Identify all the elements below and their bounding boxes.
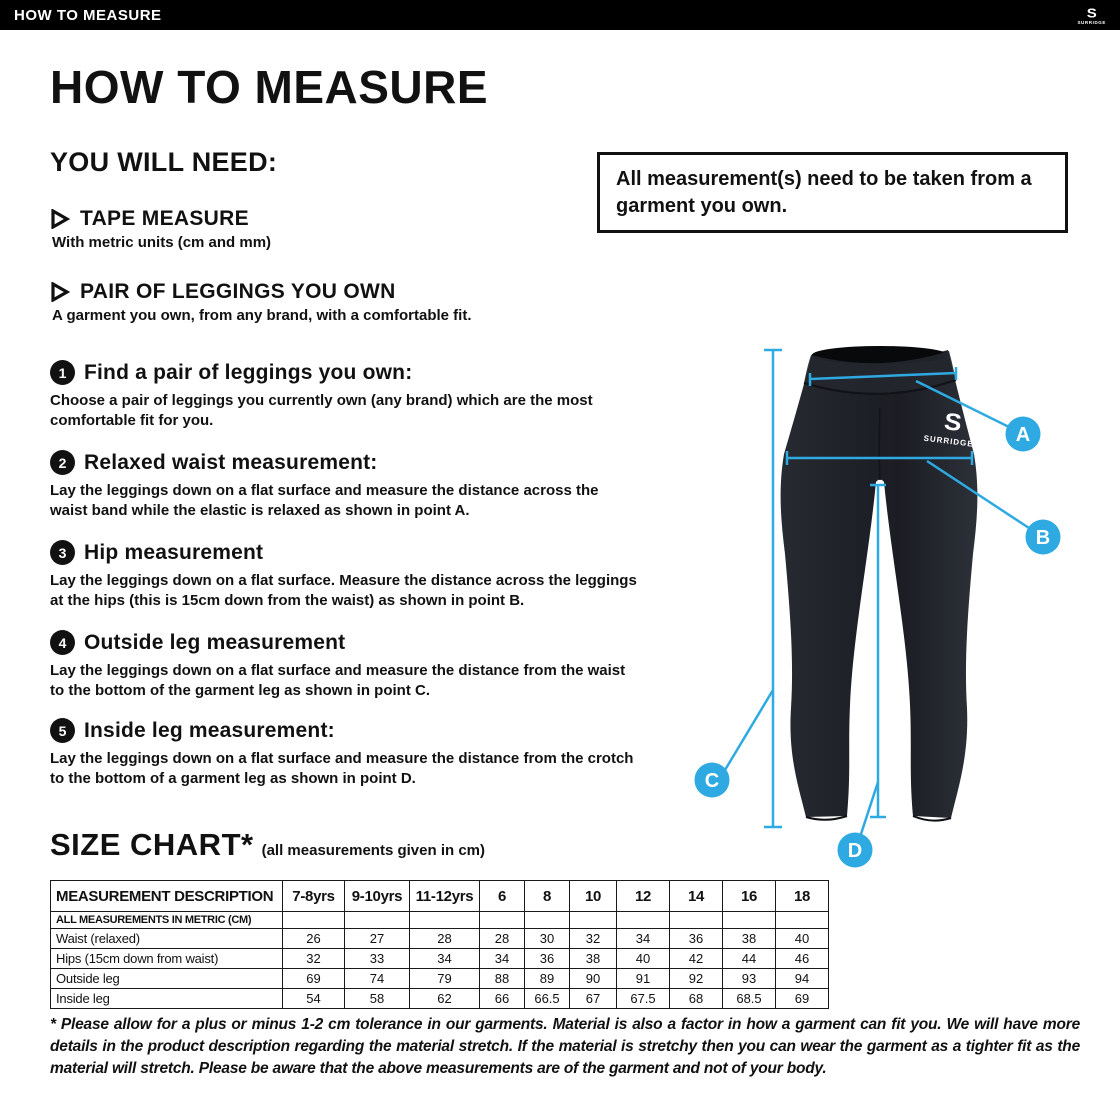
garment-logo-text: SURRIDGE (923, 433, 975, 449)
row-label: Hips (15cm down from waist) (51, 949, 283, 969)
cell: 91 (617, 969, 670, 989)
cell: 32 (283, 949, 345, 969)
row-label: Waist (relaxed) (51, 929, 283, 949)
step-body: Choose a pair of leggings you currently own (any brand) which are the most comfortable fit for you. (50, 392, 593, 430)
top-bar (0, 0, 1120, 30)
step-5 (50, 718, 650, 789)
col-header: 6 (480, 881, 525, 912)
cell: 26 (283, 929, 345, 949)
cell: 94 (776, 969, 829, 989)
step-title: Inside leg measurement: (84, 718, 335, 742)
cell: 28 (480, 929, 525, 949)
step-title: Hip measurement (84, 540, 264, 564)
step-1 (50, 360, 650, 431)
table-row-inside-leg (51, 989, 829, 1009)
cell: 33 (345, 949, 410, 969)
cell: 34 (617, 929, 670, 949)
step-number-badge: 2 (50, 450, 75, 475)
step-number-badge: 3 (50, 540, 75, 565)
step-number-badge: 4 (50, 630, 75, 655)
marker-b-label: B (1035, 527, 1051, 550)
step-body: Lay the leggings down on a flat surface and measure the distance from the waist to the bottom of the garment leg as shown in point C. (50, 662, 626, 700)
cell: 69 (283, 969, 345, 989)
need-item-title: TAPE MEASURE (80, 207, 249, 230)
col-header: 8 (525, 881, 570, 912)
step-number-badge: 1 (50, 360, 75, 385)
marker-a-label: A (1015, 424, 1031, 447)
cell: 27 (345, 929, 410, 949)
cell: 36 (525, 949, 570, 969)
cell: 46 (776, 949, 829, 969)
cell: 34 (480, 949, 525, 969)
surridge-logo-mark: S (1086, 6, 1097, 21)
cell: 68 (670, 989, 723, 1009)
leader-d (861, 782, 878, 834)
step-title: Relaxed waist measurement: (84, 450, 378, 474)
cell: 66.5 (525, 989, 570, 1009)
cell: 93 (723, 969, 776, 989)
cell: 67 (570, 989, 617, 1009)
surridge-logo-icon (1077, 6, 1106, 26)
cell: 38 (723, 929, 776, 949)
surridge-logo-text: SURRIDGE (1077, 20, 1106, 26)
row-label: Inside leg (51, 989, 283, 1009)
marker-d-label: D (847, 840, 863, 863)
need-item-leggings (50, 280, 471, 324)
table-row-outside-leg (51, 969, 829, 989)
step-body: Lay the leggings down on a flat surface. Measure the distance across the leggings at the hips (this is 15cm down from the waist) as shown in point B. (50, 572, 637, 610)
metric-note-row (51, 912, 829, 929)
step-body: Lay the leggings down on a flat surface and measure the distance across the waist band while the elastic is relaxed as shown in point A. (50, 482, 599, 520)
col-header: 12 (617, 881, 670, 912)
size-chart-heading (50, 827, 485, 863)
size-chart-table (50, 880, 829, 1009)
cell: 62 (410, 989, 480, 1009)
row-label: Outside leg (51, 969, 283, 989)
cell: 74 (345, 969, 410, 989)
tolerance-footnote: * Please allow for a plus or minus 1-2 cm tolerance in our garments. Material is also a factor in how a garment can fit you. We will have more details in the product description regarding the material stretch. If the material is stretchy then you can wear the garment as a tighter fit as the material will stretch. Please be aware that the above measurements are of the garment and not of your body. (50, 1016, 1080, 1078)
cell: 44 (723, 949, 776, 969)
garment-logo-mark: S (942, 408, 964, 437)
marker-c-label: C (704, 770, 720, 793)
step-3 (50, 540, 650, 611)
metric-note: ALL MEASUREMENTS IN METRIC (CM) (51, 912, 283, 929)
col-header: 11-12yrs (410, 881, 480, 912)
size-chart-title: SIZE CHART* (50, 827, 254, 862)
leggings-measurement-diagram (680, 330, 1100, 890)
step-title: Find a pair of leggings you own: (84, 360, 413, 384)
need-item-title: PAIR OF LEGGINGS YOU OWN (80, 280, 396, 303)
step-number-badge: 5 (50, 718, 75, 743)
cell: 34 (410, 949, 480, 969)
cell: 40 (617, 949, 670, 969)
cell: 92 (670, 969, 723, 989)
cell: 66 (480, 989, 525, 1009)
need-item-tape-measure (50, 207, 271, 251)
need-item-subtitle: With metric units (cm and mm) (52, 234, 272, 251)
arrow-right-icon (50, 209, 70, 229)
cell: 32 (570, 929, 617, 949)
step-4 (50, 630, 650, 701)
arrow-right-icon (50, 282, 70, 302)
top-bar-title: HOW TO MEASURE (14, 6, 162, 24)
cell: 88 (480, 969, 525, 989)
cell: 36 (670, 929, 723, 949)
col-header: 10 (570, 881, 617, 912)
cell: 67.5 (617, 989, 670, 1009)
cell: 38 (570, 949, 617, 969)
col-header: 14 (670, 881, 723, 912)
table-header-row (51, 881, 829, 912)
cell: 90 (570, 969, 617, 989)
you-will-need-heading: YOU WILL NEED: (50, 147, 278, 177)
table-row-hips (51, 949, 829, 969)
step-2 (50, 450, 650, 521)
cell: 79 (410, 969, 480, 989)
cell: 69 (776, 989, 829, 1009)
col-header: 9-10yrs (345, 881, 410, 912)
col-header: MEASUREMENT DESCRIPTION (51, 881, 283, 912)
step-body: Lay the leggings down on a flat surface and measure the distance from the crotch to the bottom of a garment leg as shown in point D. (50, 750, 634, 788)
cell: 42 (670, 949, 723, 969)
cell: 54 (283, 989, 345, 1009)
cell: 28 (410, 929, 480, 949)
step-title: Outside leg measurement (84, 630, 346, 654)
size-chart-note: (all measurements given in cm) (261, 842, 485, 859)
leader-c (725, 690, 773, 770)
col-header: 16 (723, 881, 776, 912)
need-item-subtitle: A garment you own, from any brand, with a comfortable fit. (52, 307, 472, 324)
page-title: HOW TO MEASURE (50, 61, 489, 113)
col-header: 7-8yrs (283, 881, 345, 912)
cell: 58 (345, 989, 410, 1009)
cell: 68.5 (723, 989, 776, 1009)
table-row-waist (51, 929, 829, 949)
cell: 89 (525, 969, 570, 989)
center-seam (879, 408, 880, 480)
cell: 30 (525, 929, 570, 949)
callout-box: All measurement(s) need to be taken from a garment you own. (597, 152, 1068, 233)
cell: 40 (776, 929, 829, 949)
col-header: 18 (776, 881, 829, 912)
